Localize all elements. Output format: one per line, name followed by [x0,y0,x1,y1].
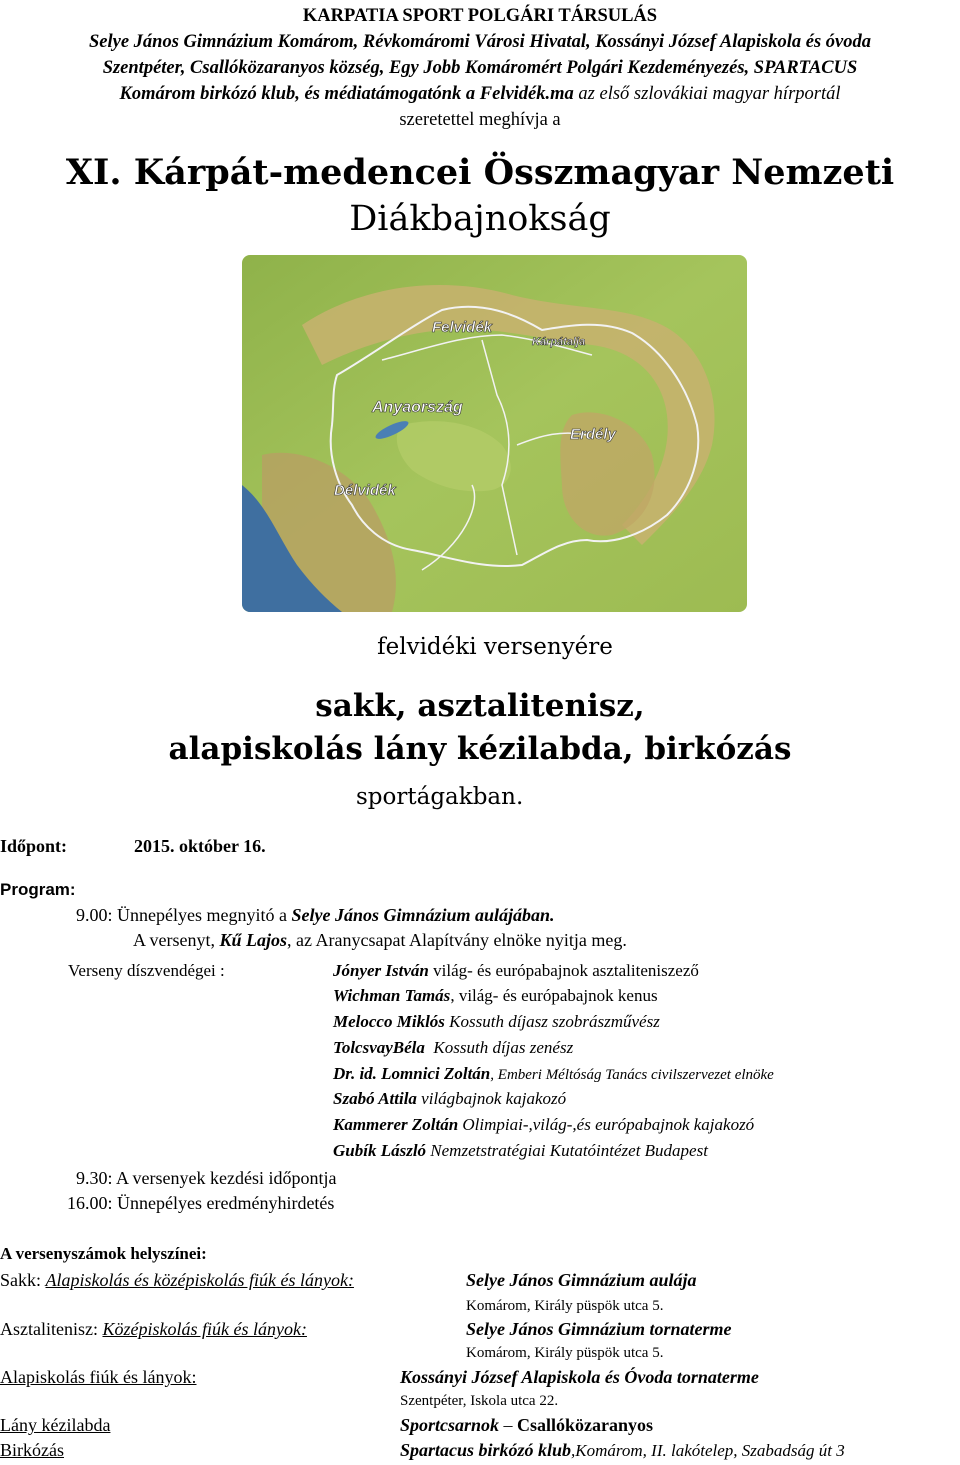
guest-name: Dr. id. Lomnici Zoltán [333,1064,491,1083]
venue-address: Szentpéter, Iskola utca 22. [400,1393,559,1409]
guest-desc: , világ- és európabajnok kenus [450,986,658,1005]
opening-host: Kű Lajos [219,930,288,950]
invitation-line: szeretettel meghívja a [399,110,561,130]
venue-town: Csallóközaranyos [517,1415,654,1435]
guest-row [333,1064,774,1084]
start-text: A versenyek kezdési időpontja [116,1168,337,1188]
opening-note-c: , az Aranycsapat Alapítvány elnöke nyitja meg. [287,930,627,950]
organizers-line-2: Szentpéter, Csallóközaranyos község, Egy Jobb Komáromért Polgári Kezdeményezés, SPARTACUS [102,58,858,78]
program-opening-note [133,930,627,951]
guest-name: TolcsvayBéla [333,1038,425,1057]
guest-desc: , Emberi Méltóság Tanács civilszervezet elnöke [490,1067,774,1083]
program-label: Program: [0,880,76,899]
program-item-opening [76,905,555,926]
guest-desc: Nemzetstratégiai Kutatóintézet Budapest [430,1141,708,1160]
venues-label: A versenyszámok helyszínei: [0,1244,207,1263]
venue-place-row [400,1440,845,1461]
label-anyaorszag: Anyaország [372,399,463,416]
event-title-line-2: Diákbajnokság [349,199,611,239]
guest-name: Jónyer István [333,961,429,980]
awards-text: Ünnepélyes eredményhirdetés [117,1193,335,1213]
guest-desc: Kossuth díjas zenész [433,1038,574,1057]
venue-place-row [400,1415,653,1436]
organizers-line-3 [0,82,960,106]
guest-row [333,986,658,1006]
venue-sport: Asztalitenisz: [0,1319,98,1339]
guest-name: Szabó Attila [333,1089,417,1108]
label-felvidek: Felvidék [432,319,493,336]
label-karpatalja: Kárpátalja [532,336,586,348]
guest-name: Melocco Miklós [333,1012,445,1031]
venue-dash: – [503,1415,513,1435]
program-item-awards [67,1193,334,1214]
guest-desc: Kossuth díjasz szobrászművész [449,1012,660,1031]
venue-place: Kossányi József Alapiskola és Óvoda tornaterme [400,1367,759,1387]
venue-address: ,Komárom, II. lakótelep, Szabadság út 3 [571,1441,845,1460]
guest-row [333,1038,573,1058]
media-partner: Felvidék.ma [479,84,574,104]
map-graphic [242,255,747,612]
program-item-start [76,1168,336,1189]
sports-line-1: sakk, asztalitenisz, [315,688,645,724]
guest-desc: Olimpiai-,világ-,és európabajnok kajakozó [462,1115,755,1134]
venue-sakk-sport [0,1270,354,1291]
venue-place: Spartacus birkózó klub [400,1440,572,1460]
organizer-title: KARPATIA SPORT POLGÁRI TÁRSULÁS [302,6,658,26]
venue-place: Selye János Gimnázium tornaterme [466,1319,732,1339]
guest-row [333,1141,708,1161]
start-time: 9.30: [76,1168,113,1188]
label-erdely: Erdély [570,426,616,443]
venue-sport: Birkózás [0,1440,64,1460]
venue-asztalitenisz-sport [0,1319,307,1340]
guest-row [333,1089,566,1109]
guests-label: Verseny díszvendégei : [68,961,225,980]
guest-row [333,1012,660,1032]
opening-place: Selye János Gimnázium aulájában. [291,905,555,925]
venue-group: Középiskolás fiúk és lányok: [102,1319,307,1339]
guest-row [333,1115,754,1135]
sports-line-3: sportágakban. [356,784,524,810]
guest-name: Wichman Tamás [333,986,451,1005]
opening-note-a: A versenyt, [133,930,215,950]
guest-row [333,961,699,981]
venue-address: Komárom, Király püspök utca 5. [466,1345,664,1361]
venue-address: Komárom, Király püspök utca 5. [466,1298,664,1314]
guest-name: Kammerer Zoltán [333,1115,459,1134]
date-value: 2015. október 16. [134,836,266,856]
guest-name: Gubík László [333,1141,427,1160]
organizers-line-3a: Komárom birkózó klub, és médiatámogatónk a [119,84,476,104]
venue-place: Sportcsarnok [400,1415,500,1435]
awards-time: 16.00: [67,1193,113,1213]
venue-sport: Lány kézilabda [0,1415,111,1435]
organizers-line-1: Selye János Gimnázium Komárom, Révkomáromi Városi Hivatal, Kossányi József Alapiskola és óvoda [88,32,871,52]
label-delvidek: Délvidék [334,482,396,499]
venue-place: Selye János Gimnázium aulája [466,1270,697,1290]
sports-line-2: alapiskolás lány kézilabda, birkózás [168,731,792,767]
event-title-line-1: XI. Kárpát-medencei Összmagyar Nemzeti [65,152,895,193]
venue-group: Alapiskolás és középiskolás fiúk és lányok: [45,1270,354,1290]
media-partner-desc: az első szlovákiai magyar hírportál [578,84,841,104]
intro-text: felvidéki versenyére [377,634,613,660]
venue-sport: Sakk: [0,1270,42,1290]
date-label: Időpont: [0,836,68,856]
opening-time: 9.00: [76,905,113,925]
carpathian-basin-map [242,255,747,612]
guest-desc: világbajnok kajakozó [421,1089,567,1108]
guest-desc: világ- és európabajnok asztaliteniszező [433,961,699,980]
opening-text: Ünnepélyes megnyitó a [117,905,287,925]
venue-sport: Alapiskolás fiúk és lányok: [0,1367,197,1387]
